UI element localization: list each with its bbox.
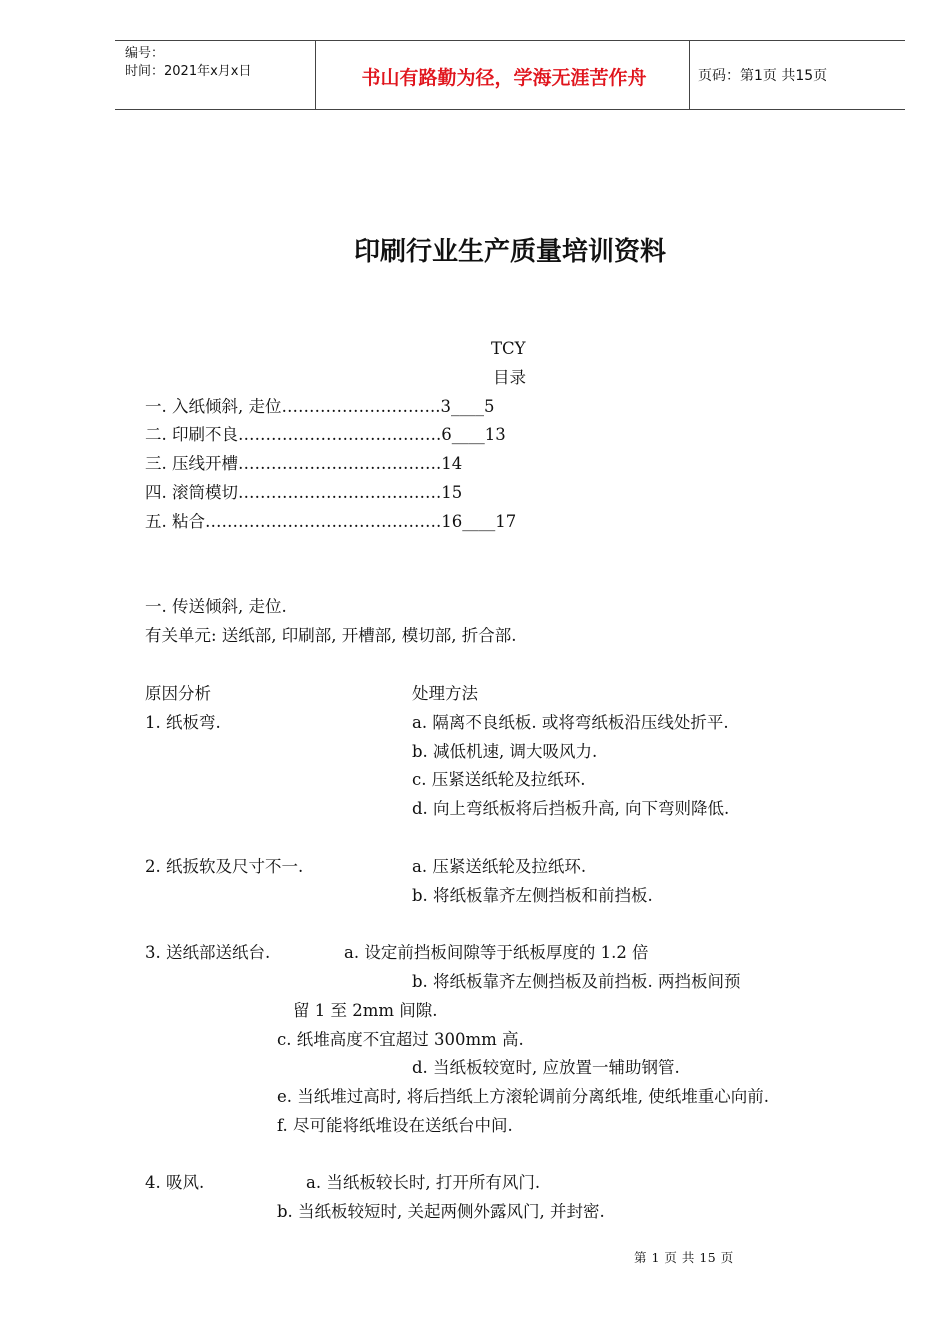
header-meta	[125, 45, 251, 81]
cause-item: 4. 吸风.	[145, 1173, 205, 1192]
toc-item: 四. 滚筒模切……………………………….15	[145, 483, 463, 502]
method-item: a. 设定前挡板间隙等于纸板厚度的 1.2 倍	[344, 943, 649, 962]
document-title: 印刷行业生产质量培训资料	[353, 237, 666, 267]
method-item: b. 减低机速, 调大吸风力.	[412, 742, 598, 761]
doc-number-label: 编号：	[125, 46, 165, 61]
section-heading: 一. 传送倾斜, 走位.	[145, 597, 287, 616]
method-item: b. 当纸板较短时, 关起两侧外露风门, 并封密.	[277, 1202, 605, 1221]
toc-item: 五. 粘合…………………………………….16____17	[145, 512, 517, 531]
header-divider	[689, 41, 690, 109]
author: TCY	[491, 339, 526, 358]
method-item: a. 当纸板较长时, 打开所有风门.	[306, 1173, 541, 1192]
cause-item: 2. 纸扳软及尺寸不一.	[145, 857, 304, 876]
method-column-header: 处理方法	[412, 684, 478, 703]
method-item: d. 当纸板较宽时, 应放置一辅助钢管.	[412, 1058, 680, 1077]
method-item: b. 将纸板靠齐左侧挡板及前挡板. 两挡板间预	[412, 972, 741, 991]
header-divider	[315, 41, 316, 109]
cause-item: 1. 纸板弯.	[145, 713, 221, 732]
doc-time-label: 时间：2021年x月x日	[125, 64, 252, 79]
method-item: a. 隔离不良纸板. 或将弯纸板沿压线处折平.	[412, 713, 729, 732]
method-item: 留 1 至 2mm 间隙.	[293, 1001, 438, 1020]
toc-item: 三. 压线开槽……………………………….14	[145, 454, 463, 473]
page-header	[115, 40, 905, 110]
method-item: b. 将纸板靠齐左侧挡板和前挡板.	[412, 886, 653, 905]
method-item: f. 尽可能将纸堆设在送纸台中间.	[277, 1116, 513, 1135]
method-item: d. 向上弯纸板将后挡板升高, 向下弯则降低.	[412, 799, 730, 818]
cause-item: 3. 送纸部送纸台.	[145, 943, 271, 962]
related-units: 有关单元: 送纸部, 印刷部, 开槽部, 模切部, 折合部.	[145, 626, 517, 645]
header-motto: 书山有路勤为径，学海无涯苦作舟	[361, 67, 647, 89]
toc-heading: 目录	[493, 368, 526, 387]
cause-column-header: 原因分析	[145, 684, 211, 703]
method-item: c. 纸堆高度不宜超过 300mm 高.	[277, 1030, 524, 1049]
page-footer: 第 1 页 共 15 页	[634, 1250, 734, 1265]
toc-item: 一. 入纸倾斜, 走位………………………..3____5	[145, 397, 495, 416]
header-page-info: 页码：第1页 共15页	[698, 68, 828, 84]
method-item: c. 压紧送纸轮及拉纸环.	[412, 770, 586, 789]
toc-item: 二. 印刷不良……………………………….6____13	[145, 425, 506, 444]
method-item: e. 当纸堆过高时, 将后挡纸上方滚轮调前分离纸堆, 使纸堆重心向前.	[277, 1087, 769, 1106]
method-item: a. 压紧送纸轮及拉纸环.	[412, 857, 587, 876]
